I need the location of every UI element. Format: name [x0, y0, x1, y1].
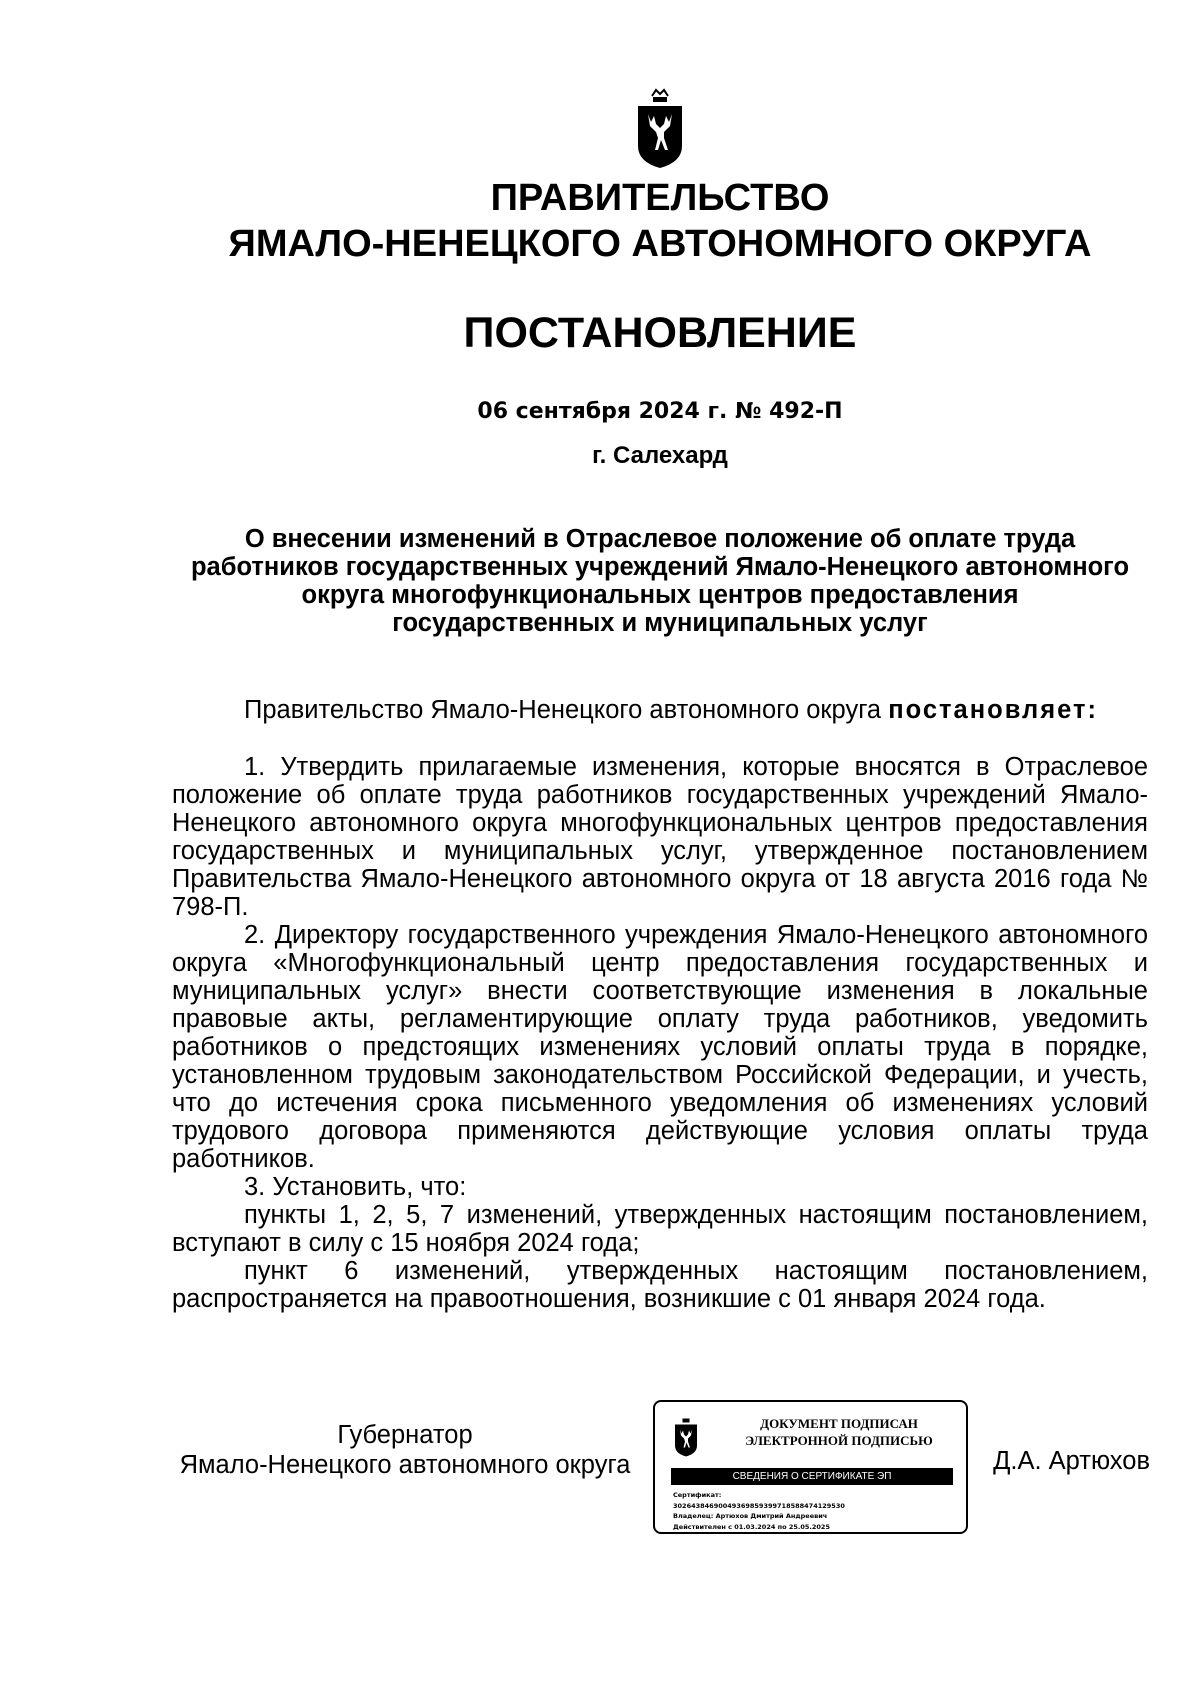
certificate-header-bar: СВЕДЕНИЯ О СЕРТИФИКАТЕ ЭП	[671, 1468, 953, 1485]
paragraph-3: 3. Установить, что:	[244, 1173, 467, 1201]
subject-line: О внесении изменений в Отраслевое положение об оплате труда	[244, 525, 1076, 553]
stamp-title-line1: ДОКУМЕНТ ПОДПИСАН	[760, 1416, 918, 1431]
certificate-validity: Действителен с 01.03.2024 по 25.05.2025	[673, 1522, 830, 1531]
stamp-title-line2: ЭЛЕКТРОННОЙ ПОДПИСЬЮ	[745, 1433, 933, 1448]
signatory-position	[160, 1420, 650, 1480]
electronic-signature-stamp	[653, 1400, 968, 1534]
subject-line: работников государственных учреждений Ямало-Ненецкого автономного	[190, 553, 1130, 581]
certificate-label: Сертификат:	[673, 1491, 722, 1499]
resolution-body	[172, 753, 1148, 1313]
certificate-details	[673, 1490, 963, 1532]
stamp-title	[719, 1415, 959, 1449]
intro-bold-verb: постановляет:	[888, 696, 1098, 724]
coat-of-arms-icon	[634, 88, 686, 170]
paragraph-3-item-1: пункты 1, 2, 5, 7 изменений, утвержденных настоящим постановлением, вступают в силу с 15 ноября 2024 года;	[172, 1201, 1148, 1257]
intro-text: Правительство Ямало-Ненецкого автономного округа	[244, 696, 882, 724]
document-subject	[170, 525, 1150, 637]
document-city: г. Салехард	[592, 442, 728, 469]
certificate-number: 30264384690049369859399718588474129530	[673, 1501, 845, 1510]
government-title-line2: ЯМАЛО-НЕНЕЦКОГО АВТОНОМНОГО ОКРУГА	[228, 223, 1092, 265]
signatory-name: Д.А. Артюхов	[993, 1447, 1150, 1475]
resolution-intro	[172, 696, 1148, 724]
certificate-owner: Владелец: Артюхов Дмитрий Андреевич	[673, 1512, 828, 1520]
document-date-number: 06 сентября 2024 г. № 492-П	[477, 399, 843, 424]
paragraph-2: 2. Директору государственного учреждения Ямало-Ненецкого автономного округа «Многофункциональный центр предоставления государственных и муниципальных услуг» внести соответствующие изменения в локальные правовые акты, регламентирующие оплату труда работников, уведомить работников о предстоящих изменениях условий оплаты труда в порядке, установленном трудовым законодательством Российской Федерации, и учесть, что до истечения срока письменного уведомления об изменениях условий трудового договора применяются действующие условия оплаты труда работников.	[172, 921, 1148, 1173]
position-line2: Ямало-Ненецкого автономного округа	[179, 1451, 631, 1479]
government-title-line1: ПРАВИТЕЛЬСТВО	[490, 177, 830, 219]
document-type: ПОСТАНОВЛЕНИЕ	[463, 309, 857, 357]
subject-line: государственных и муниципальных услуг	[392, 609, 928, 637]
paragraph-3-item-2: пункт 6 изменений, утвержденных настоящим постановлением, распространяется на правоотношения, возникшие с 01 января 2024 года.	[172, 1257, 1148, 1313]
position-line1: Губернатор	[337, 1421, 473, 1449]
paragraph-1: 1. Утвердить прилагаемые изменения, которые вносятся в Отраслевое положение об оплате труда работников государственных учреждений Ямало-Ненецкого автономного округа многофункциональных центров предоставления государственных и муниципальных услуг, утвержденное постановлением Правительства Ямало-Ненецкого автономного округа от 18 августа 2016 года № 798-П.	[172, 753, 1148, 921]
stamp-coat-of-arms-icon	[673, 1416, 699, 1458]
subject-line: округа многофункциональных центров предоставления	[301, 581, 1019, 609]
